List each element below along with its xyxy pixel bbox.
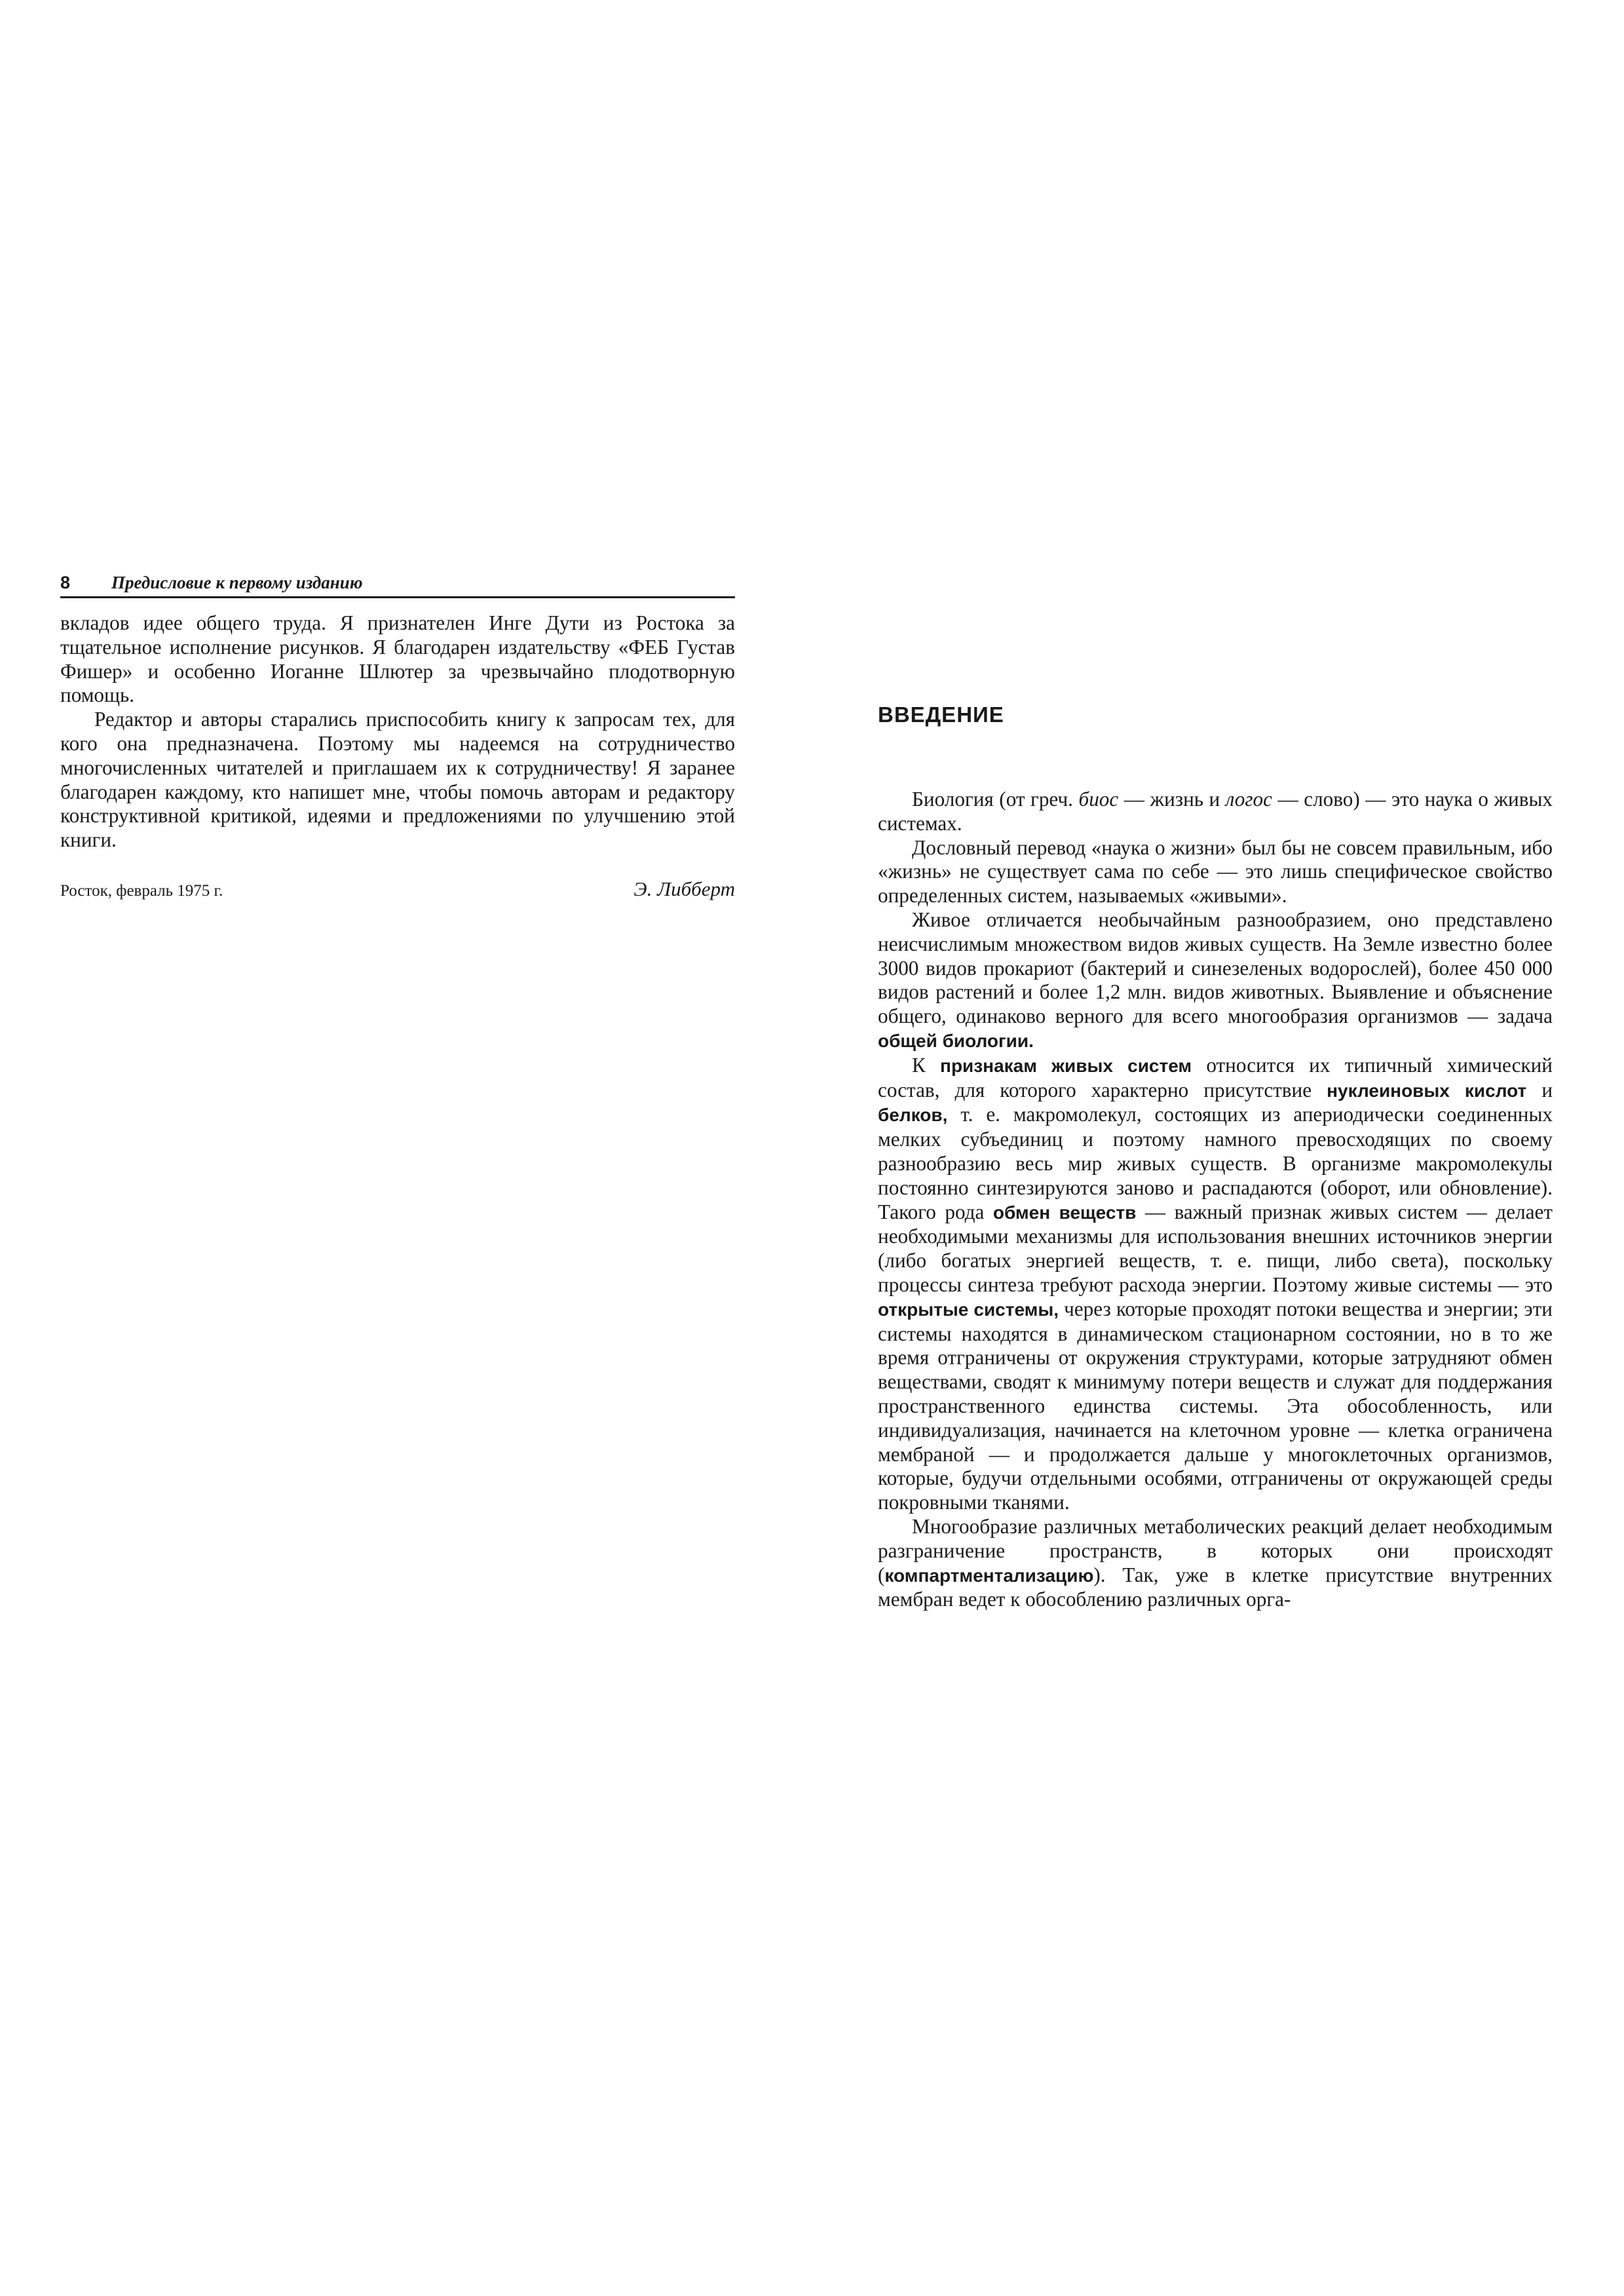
- term-general-biology: общей биологии.: [878, 1030, 1034, 1051]
- preface-text: [60, 611, 735, 852]
- text-run: через которые проходят потоки вещества и энергии; эти системы находятся в динамическом стационарном состоянии, но в то же время отграничены от окружения структурами, которые затрудняют обмен веществами, сводят к минимуму потери веществ и служат для поддержания пространственного единства системы. Эта обособленность, или индивидуализация, начинается на клеточном уровне — клетка ограничена мембраной — и продолжается дальше у многоклеточных организмов, которые, будучи отдельными особями, отграничены от окружающей среды покровными тканями.: [878, 1297, 1553, 1514]
- signature-place-date: Росток, февраль 1975 г.: [60, 881, 223, 900]
- left-page: [60, 571, 735, 901]
- intro-paragraph-2: Дословный перевод «наука о жизни» был бы не совсем правильным, ибо «жизнь» не существует сама по себе — это лишь специфическое свойство определенных систем, называемых «живыми».: [878, 835, 1553, 908]
- term-logos: логос: [1225, 788, 1272, 811]
- text-run: Живое отличается необычайным разнообразием, оно представлено неисчислимым множеством видов живых существ. На Земле известно более 3000 видов прокариот (бактерий и синезеленых водорослей), более 450 000 видов растений и более 1,2 млн. видов животных. Выявление и объяснение общего, одинаково верного для всего многообразия организмов — задача: [878, 908, 1553, 1028]
- text-run: — важный признак живых систем — делает необходимыми механизмы для использования внешних источников энергии (либо богатых энергией веществ, т. е. пищи, либо света), поскольку процессы синтеза требуют расхода энергии. Поэтому живые системы — это: [878, 1200, 1553, 1296]
- intro-paragraph-4: [878, 1054, 1553, 1515]
- text-run: и: [1526, 1078, 1553, 1101]
- term-living-system-signs: признакам живых систем: [940, 1055, 1192, 1076]
- term-metabolism: обмен веществ: [992, 1202, 1137, 1223]
- preface-paragraph: вкладов идее общего труда. Я признателен Инге Дути из Ростока за тщательное исполнение рисунков. Я благодарен издательству «ФЕБ Густав Фишер» и особенно Иоганне Шлютер за чрезвычайно плодотворную помощь.: [60, 611, 735, 707]
- intro-paragraph-5: [878, 1515, 1553, 1612]
- text-run: т. е. макромолекул, состоящих из апериодически соединенных мелких субъединиц и поэтому намного превосходящих по своему разнообразию весь мир живых существ. В организме макромолекулы постоянно синтезируются заново и распадаются (оборот, или обновление). Такого рода: [878, 1103, 1553, 1223]
- running-head: [60, 571, 735, 598]
- term-bios: биос: [1078, 788, 1119, 811]
- text-run: — жизнь и: [1118, 788, 1226, 811]
- text-run: Многообразие различных метаболических реакций делает необходимым разграничение пространств, в которых они происходят (: [878, 1514, 1553, 1586]
- intro-paragraph-1: [878, 788, 1553, 836]
- text-run: относится их типичный химический состав, для которого характерно присутствие: [878, 1053, 1553, 1101]
- text-run: — слово) — это наука о живых системах.: [878, 788, 1553, 835]
- text-run: Биология (от греч.: [912, 788, 1079, 811]
- signature: [60, 877, 735, 901]
- preface-paragraph: Редактор и авторы старались приспособить книгу к запросам тех, для кого она предназначена. Поэтому мы надеемся на сотрудничество многочисленных читателей и приглашаем их к сотрудничеству! Я заранее благодарен каждому, кто напишет мне, чтобы помочь авторам и редактору конструктивной критикой, идеями и предложениями по улучшению этой книги.: [60, 708, 735, 852]
- term-proteins: белков,: [878, 1105, 948, 1126]
- right-page: [878, 701, 1553, 1612]
- text-run: К: [912, 1053, 941, 1077]
- section-title: ВВЕДЕНИЕ: [878, 702, 1004, 727]
- term-nucleic-acids: нуклеиновых кислот: [1327, 1080, 1527, 1101]
- signature-author: Э. Либберт: [633, 877, 735, 900]
- text-run: ). Так, уже в клетке присутствие внутренних мембран ведет к обособлению различных орга-: [878, 1563, 1553, 1611]
- introduction-text: [878, 788, 1553, 1612]
- term-compartmentalization: компартментализацию: [884, 1565, 1094, 1586]
- page-number: 8: [60, 573, 71, 592]
- running-head-title: Предисловие к первому изданию: [111, 573, 363, 592]
- intro-paragraph-3: [878, 908, 1553, 1054]
- term-open-systems: открытые системы,: [878, 1299, 1059, 1320]
